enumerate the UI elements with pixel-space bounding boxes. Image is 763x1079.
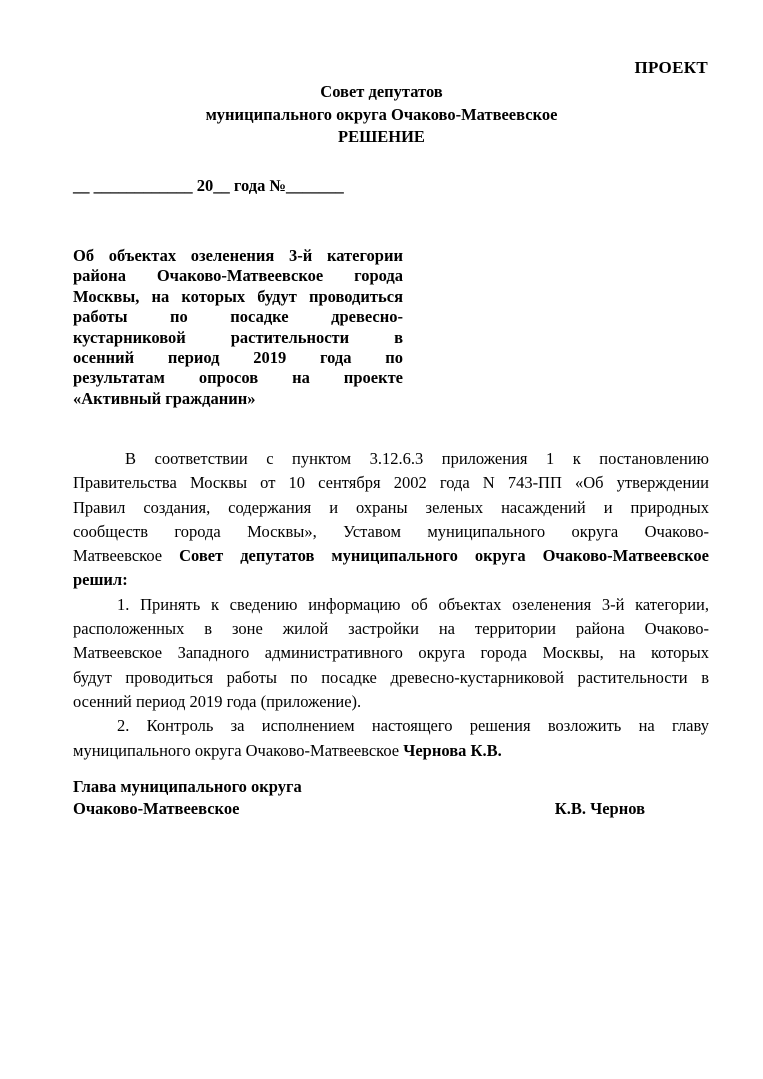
subject-line: Москвы, на которых будут проводиться bbox=[73, 286, 403, 306]
date-number-line: __ ____________ 20__ года №_______ bbox=[73, 176, 344, 195]
item-1-line: будут проводиться работы по посадке древесно-кустарниковой растительности в bbox=[73, 667, 709, 687]
preamble-text: Матвеевское bbox=[73, 546, 180, 566]
subject-line: работы по посадке древесно- bbox=[73, 307, 403, 327]
subject-line: осенний период 2019 года по bbox=[73, 348, 403, 368]
item-1-line: осенний период 2019 года (приложение). bbox=[73, 691, 362, 711]
responsible-person: Чернова К.В. bbox=[403, 740, 502, 760]
signatory-row bbox=[73, 798, 645, 820]
signatory-name: К.В. Чернов bbox=[554, 799, 645, 818]
subject-line: «Активный гражданин» bbox=[73, 388, 256, 408]
preamble-line bbox=[73, 544, 709, 568]
subject-line: результатам опросов на проекте bbox=[73, 368, 403, 388]
decision-body bbox=[73, 447, 709, 763]
item-2-text: муниципального округа Очаково-Матвеевское bbox=[73, 740, 404, 760]
preamble-line: В соответствии с пунктом 3.12.6.3 приложения 1 к постановлению bbox=[125, 449, 709, 468]
item-1-line: расположенных в зоне жилой застройки на территории района Очаково- bbox=[73, 619, 709, 639]
item-2-line: 2. Контроль за исполнением настоящего решения возложить на главу bbox=[117, 716, 709, 736]
draft-stamp: ПРОЕКТ bbox=[634, 58, 708, 77]
preamble-line: сообществ города Москвы», Уставом муниципального округа Очаково- bbox=[73, 521, 709, 541]
district-name: муниципального округа Очаково-Матвеевское bbox=[205, 104, 558, 124]
document-header bbox=[0, 81, 763, 149]
subject-line: кустарниковой растительности в bbox=[73, 327, 403, 347]
resolved-word: решил: bbox=[73, 570, 128, 590]
signature-block bbox=[73, 776, 645, 820]
item-1-line: 1. Принять к сведению информацию об объектах озеленения 3-й категории, bbox=[117, 594, 709, 614]
item-1-line: Матвеевское Западного административного округа города Москвы, на которых bbox=[73, 643, 709, 663]
preamble-line: Правил создания, содержания и охраны зеленых насаждений и природных bbox=[73, 497, 709, 517]
council-resolution: Совет депутатов муниципального округа Очаково-Матвеевское bbox=[179, 546, 709, 566]
document-type: РЕШЕНИЕ bbox=[338, 127, 425, 146]
decision-subject bbox=[73, 246, 403, 409]
signatory-title: Глава муниципального округа bbox=[73, 777, 302, 796]
subject-line: Об объектах озеленения 3-й категории bbox=[73, 246, 403, 265]
preamble-line: Правительства Москвы от 10 сентября 2002 года N 743-ПП «Об утверждении bbox=[73, 473, 709, 493]
council-name: Совет депутатов bbox=[320, 82, 443, 101]
signatory-district: Очаково-Матвеевское bbox=[73, 799, 240, 818]
subject-line: района Очаково-Матвеевское города bbox=[73, 266, 403, 286]
item-2-line bbox=[73, 739, 709, 763]
